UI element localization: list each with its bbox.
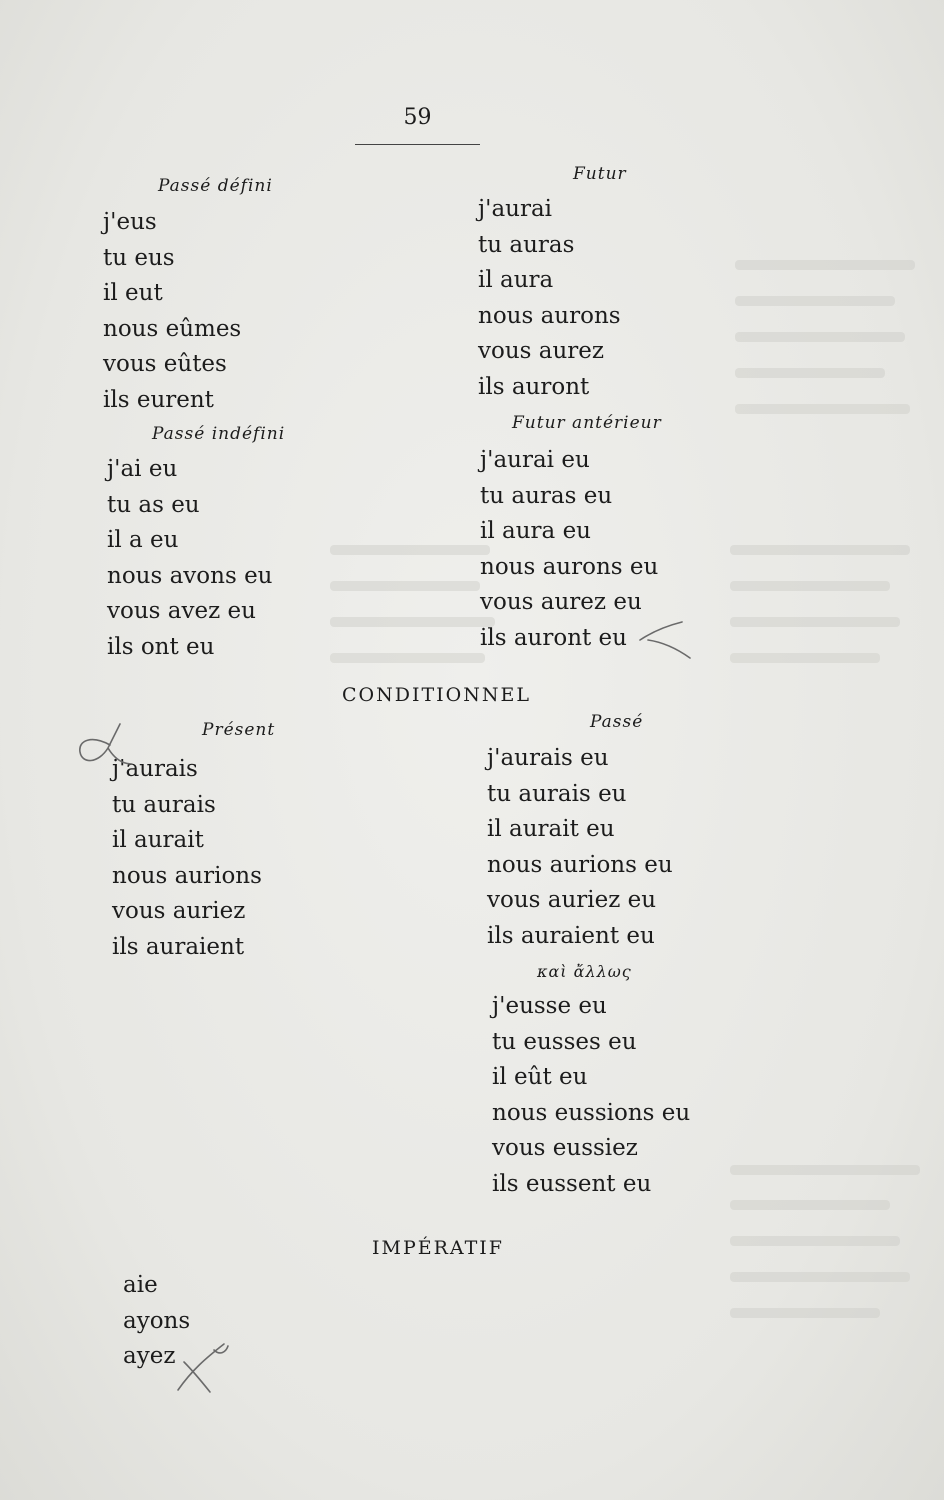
- form-item: nous aurions: [112, 862, 262, 889]
- form-item: vous auriez: [112, 898, 246, 924]
- form-item: tu aurais: [112, 791, 216, 818]
- form-item: vous avez eu: [107, 598, 256, 624]
- pencil-alpha-mark: [80, 724, 132, 764]
- section-title-imperatif: IMPÉRATIF: [372, 1237, 504, 1259]
- form-item: ils auront eu: [480, 624, 627, 651]
- form-item: ils ont eu: [107, 633, 215, 660]
- form-item: j'aurai: [478, 196, 553, 222]
- form-item: nous eussions eu: [492, 1099, 691, 1126]
- form-item: aie: [123, 1272, 158, 1298]
- form-item: tu auras: [478, 231, 575, 258]
- heading-conditionnel-present: Présent: [202, 720, 276, 740]
- heading-futur-anterieur: Futur antérieur: [512, 413, 662, 433]
- form-item: nous aurons eu: [480, 553, 659, 580]
- form-item: tu aurais eu: [487, 780, 627, 807]
- form-item: il aurait: [112, 827, 204, 853]
- pencil-cross-mark: [178, 1344, 228, 1392]
- form-item: nous aurons: [478, 302, 621, 329]
- form-item: vous aurez: [478, 338, 605, 364]
- form-item: ils auront: [478, 373, 590, 400]
- form-item: il aura: [478, 267, 554, 293]
- form-item: ils auraient eu: [487, 922, 655, 949]
- form-item: ayons: [123, 1307, 191, 1334]
- form-item: j'aurai eu: [480, 447, 590, 473]
- form-item: tu eusses eu: [492, 1028, 637, 1055]
- heading-futur: Futur: [573, 164, 627, 184]
- form-item: j'eus: [103, 209, 157, 235]
- form-item: j'ai eu: [107, 456, 178, 482]
- form-item: j'eusse eu: [492, 993, 607, 1019]
- heading-passe-indefini: Passé indéfini: [152, 424, 286, 444]
- form-item: nous avons eu: [107, 562, 273, 589]
- form-item: il eut: [103, 280, 163, 306]
- form-item: ils eurent: [103, 386, 214, 413]
- form-item: il aurait eu: [487, 816, 615, 842]
- form-item: vous auriez eu: [487, 887, 657, 913]
- form-item: j'aurais eu: [487, 745, 609, 771]
- form-item: tu as eu: [107, 491, 200, 518]
- page-number: 59: [355, 105, 480, 145]
- form-item: vous eûtes: [103, 351, 227, 377]
- form-item: nous aurions eu: [487, 851, 673, 878]
- heading-passe-defini: Passé défini: [158, 176, 273, 196]
- form-item: j'aurais: [112, 756, 198, 782]
- form-item: ils eussent eu: [492, 1170, 652, 1197]
- form-item: il eût eu: [492, 1064, 588, 1090]
- form-item: ayez: [123, 1343, 176, 1369]
- form-item: il aura eu: [480, 518, 591, 544]
- form-item: nous eûmes: [103, 315, 242, 342]
- pencil-check-mark: [640, 622, 690, 658]
- form-item: vous aurez eu: [480, 589, 642, 615]
- form-item: tu eus: [103, 244, 175, 271]
- form-item: ils auraient: [112, 933, 245, 960]
- heading-conditionnel-passe: Passé: [590, 712, 644, 732]
- section-title-conditionnel: CONDITIONNEL: [342, 684, 531, 706]
- form-item: tu auras eu: [480, 482, 613, 509]
- form-item: vous eussiez: [492, 1135, 638, 1161]
- alternative-label: καὶ ἄλλως: [537, 962, 632, 981]
- form-item: il a eu: [107, 527, 179, 553]
